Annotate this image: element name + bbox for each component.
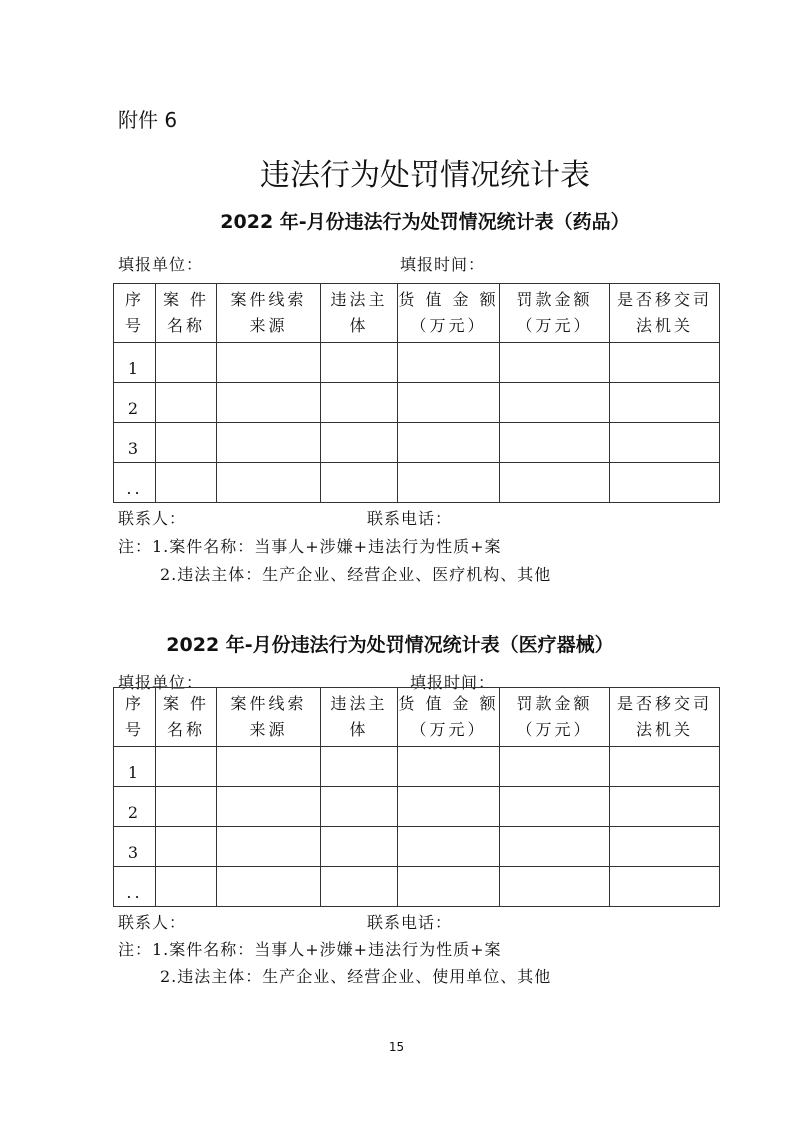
section-1-note-1: 注：1.案件名称：当事人+涉嫌+违法行为性质+案	[118, 537, 502, 556]
empty-cell	[500, 463, 610, 503]
empty-cell	[398, 343, 500, 383]
column-header-line: 法机关	[635, 720, 693, 739]
empty-cell	[156, 423, 217, 463]
empty-cell	[610, 463, 720, 503]
empty-cell	[217, 867, 321, 907]
column-header-line: （万元）	[516, 316, 593, 335]
table-row	[114, 787, 720, 827]
empty-cell	[610, 423, 720, 463]
empty-cell	[610, 343, 720, 383]
column-header	[610, 688, 720, 747]
section-2-subtitle: 2022 年-月份违法行为处罚情况统计表（医疗器械）	[166, 634, 614, 656]
column-header	[610, 284, 720, 343]
column-header	[156, 284, 217, 343]
row-number: 3	[114, 423, 156, 463]
section-2-fill-unit: 填报单位：	[118, 673, 204, 692]
column-header-line: 罚款金额	[516, 694, 593, 713]
column-header-line: 货 值 金 额	[398, 694, 499, 713]
table-row	[114, 463, 720, 503]
column-header	[321, 284, 398, 343]
column-header-line: 案 件	[162, 290, 210, 309]
row-number: 1	[114, 747, 156, 787]
document-title: 违法行为处罚情况统计表	[260, 158, 590, 193]
table-row	[114, 423, 720, 463]
column-header-line: 罚款金额	[516, 290, 593, 309]
section-2-fill-time: 填报时间：	[410, 673, 496, 692]
section-2-note-1: 注：1.案件名称：当事人+涉嫌+违法行为性质+案	[118, 940, 502, 959]
empty-cell	[321, 827, 398, 867]
column-header-line: 来源	[249, 316, 288, 335]
column-header	[500, 284, 610, 343]
column-header-line: 案 件	[162, 694, 210, 713]
column-header-line: （万元）	[516, 720, 593, 739]
row-number: ..	[114, 867, 156, 907]
row-number: 2	[114, 787, 156, 827]
column-header-line: （万元）	[410, 720, 487, 739]
section-1-fill-unit: 填报单位：	[118, 255, 204, 274]
column-header-line: 来源	[249, 720, 288, 739]
empty-cell	[610, 383, 720, 423]
empty-cell	[500, 747, 610, 787]
empty-cell	[500, 383, 610, 423]
table-row	[114, 827, 720, 867]
column-header-line: （万元）	[410, 316, 487, 335]
empty-cell	[321, 787, 398, 827]
empty-cell	[217, 827, 321, 867]
empty-cell	[217, 423, 321, 463]
empty-cell	[500, 827, 610, 867]
empty-cell	[610, 787, 720, 827]
column-header-line: 序	[124, 290, 144, 309]
attachment-label: 附件 6	[118, 108, 178, 132]
column-header-line: 法机关	[635, 316, 693, 335]
column-header-line: 是否移交司	[616, 694, 712, 713]
empty-cell	[500, 787, 610, 827]
empty-cell	[610, 867, 720, 907]
empty-cell	[156, 827, 217, 867]
section-2-table	[113, 687, 720, 907]
column-header	[217, 688, 321, 747]
section-1-fill-time: 填报时间：	[400, 255, 486, 274]
section-1-phone: 联系电话：	[367, 509, 453, 528]
column-header-line: 是否移交司	[616, 290, 712, 309]
empty-cell	[156, 463, 217, 503]
column-header-line: 违法主	[330, 694, 388, 713]
section-1-table	[113, 283, 720, 503]
column-header	[114, 688, 156, 747]
section-2-phone: 联系电话：	[367, 913, 453, 932]
column-header	[156, 688, 217, 747]
column-header	[114, 284, 156, 343]
row-number: 2	[114, 383, 156, 423]
empty-cell	[321, 343, 398, 383]
empty-cell	[398, 423, 500, 463]
column-header-line: 违法主	[330, 290, 388, 309]
empty-cell	[156, 747, 217, 787]
empty-cell	[217, 747, 321, 787]
empty-cell	[321, 747, 398, 787]
section-1-note-2: 2.违法主体：生产企业、经营企业、医疗机构、其他	[160, 565, 552, 584]
empty-cell	[398, 383, 500, 423]
empty-cell	[398, 747, 500, 787]
row-number: 1	[114, 343, 156, 383]
empty-cell	[156, 343, 217, 383]
empty-cell	[398, 463, 500, 503]
column-header-line: 名称	[166, 720, 205, 739]
empty-cell	[217, 383, 321, 423]
empty-cell	[217, 463, 321, 503]
row-number: ..	[114, 463, 156, 503]
empty-cell	[398, 787, 500, 827]
column-header-line: 号	[124, 316, 144, 335]
column-header	[398, 284, 500, 343]
empty-cell	[500, 867, 610, 907]
column-header	[398, 688, 500, 747]
empty-cell	[321, 383, 398, 423]
empty-cell	[321, 423, 398, 463]
table-header-row	[114, 688, 720, 747]
column-header-line: 体	[349, 720, 369, 739]
column-header-line: 号	[124, 720, 144, 739]
empty-cell	[217, 343, 321, 383]
column-header	[321, 688, 398, 747]
empty-cell	[321, 463, 398, 503]
section-1-contact: 联系人：	[118, 509, 187, 528]
empty-cell	[610, 827, 720, 867]
empty-cell	[156, 383, 217, 423]
column-header-line: 名称	[166, 316, 205, 335]
section-2-note-2: 2.违法主体：生产企业、经营企业、使用单位、其他	[160, 967, 552, 986]
column-header	[500, 688, 610, 747]
empty-cell	[500, 423, 610, 463]
table-header-row	[114, 284, 720, 343]
empty-cell	[398, 827, 500, 867]
table-row	[114, 747, 720, 787]
page-number: 15	[388, 1040, 405, 1054]
column-header-line: 案件线索	[230, 290, 307, 309]
column-header-line: 案件线索	[230, 694, 307, 713]
empty-cell	[398, 867, 500, 907]
column-header-line: 序	[124, 694, 144, 713]
empty-cell	[610, 747, 720, 787]
section-2-contact: 联系人：	[118, 913, 187, 932]
column-header	[217, 284, 321, 343]
empty-cell	[500, 343, 610, 383]
empty-cell	[217, 787, 321, 827]
empty-cell	[156, 867, 217, 907]
empty-cell	[321, 867, 398, 907]
table-row	[114, 383, 720, 423]
column-header-line: 体	[349, 316, 369, 335]
table-row	[114, 867, 720, 907]
section-1-subtitle: 2022 年-月份违法行为处罚情况统计表（药品）	[220, 211, 630, 233]
table-row	[114, 343, 720, 383]
column-header-line: 货 值 金 额	[398, 290, 499, 309]
empty-cell	[156, 787, 217, 827]
row-number: 3	[114, 827, 156, 867]
